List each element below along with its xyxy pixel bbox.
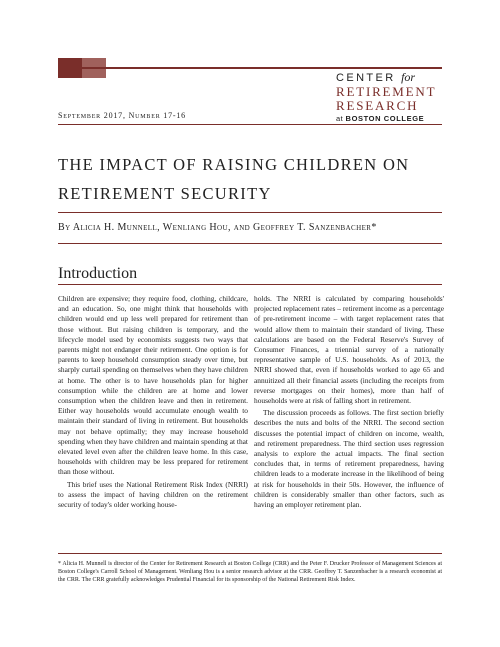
logo-line-boston-college: at BOSTON COLLEGE <box>336 114 425 123</box>
paragraph: This brief uses the National Retirement Risk Index (NRRI) to assess the impact of having children on the retirement security of today's older working house- <box>58 479 248 510</box>
footnote: * Alicia H. Munnell is director of the Center for Retirement Research at Boston College (CRR) and the Peter F. Drucker Professor of Management Sciences at Boston College's Carroll School of Management. Wenliang Hou is a senior research advisor at the CRR. Geoffrey T. Sanzenbacher is a research economist at the CRR. The CRR gratefully acknowledges Prudential Financial for its sponsorship of the National Retirement Risk Index. <box>58 561 442 583</box>
crr-logo <box>336 70 456 123</box>
authors: By Alicia H. Munnell, Wenliang Hou, and Geoffrey T. Sanzenbacher* <box>58 222 377 233</box>
title-rule <box>58 212 442 213</box>
page-title: THE IMPACT OF RAISING CHILDREN ON RETIREMENT SECURITY <box>58 155 410 203</box>
logo-line-research: RESEARCH <box>336 98 419 113</box>
paragraph: The discussion proceeds as follows. The first section briefly describes the nuts and bolts of the NRRI. The second section discusses the potential impact of children on income, wealth, and retirement preparedness. The third section uses regression analysis to explore the actual impacts. The final section concludes that, in terms of retirement preparedness, having children leads to a moderate increase in the likelihood of being at risk for households in their 50s. However, the influence of children is considerably smaller than other factors, such as having an employer retirement plan. <box>254 408 444 510</box>
paragraph: holds. The NRRI is calculated by comparing households' projected replacement rates – retirement income as a percentage of pre-retirement income – with target replacement rates that would allow them to maintain their standard of living. These calculations are based on the Federal Reserve's Survey of Consumer Finances, a triennial survey of a nationally representative sample of U.S. households. As of 2013, the NRRI showed that, even if households worked to age 65 and annuitized all their financial assets (including the receipts from reverse mortgages on their homes), more than half of households were at risk of falling short in retirement. <box>254 294 444 406</box>
authors-rule <box>58 243 442 244</box>
logo-line-retirement: RETIREMENT <box>336 84 437 99</box>
paragraph: Children are expensive; they require food, clothing, childcare, and an education. So, one might think that households with children would end up less well prepared for retirement than those without. But raising children is temporary, and the lifecycle model used by economists suggests two ways that parents might not endanger their retirement. One option is for parents to keep household consumption steady over time, but sharply curtail spending on themselves when they have children at home. The other is to have households plan for higher consumption while the children are at home and lower consumption when the children leave and then in retirement. Either way households would accumulate enough wealth to maintain their standard of living in retirement. But households may not behave optimally; they may increase household spending when they have children and maintain spending at that elevated level even after the children leave home. In this case, households with children may be less prepared for retirement than those without. <box>58 294 248 477</box>
issue-rule <box>58 124 442 125</box>
header-rule <box>58 67 442 69</box>
section-rule <box>58 284 442 285</box>
logo-line-center: CENTER for <box>336 70 416 84</box>
right-column <box>254 294 444 510</box>
issue-number: September 2017, Number 17-16 <box>58 111 186 120</box>
left-column <box>58 294 248 510</box>
footnote-rule <box>58 553 442 554</box>
section-heading: Introduction <box>58 265 138 282</box>
